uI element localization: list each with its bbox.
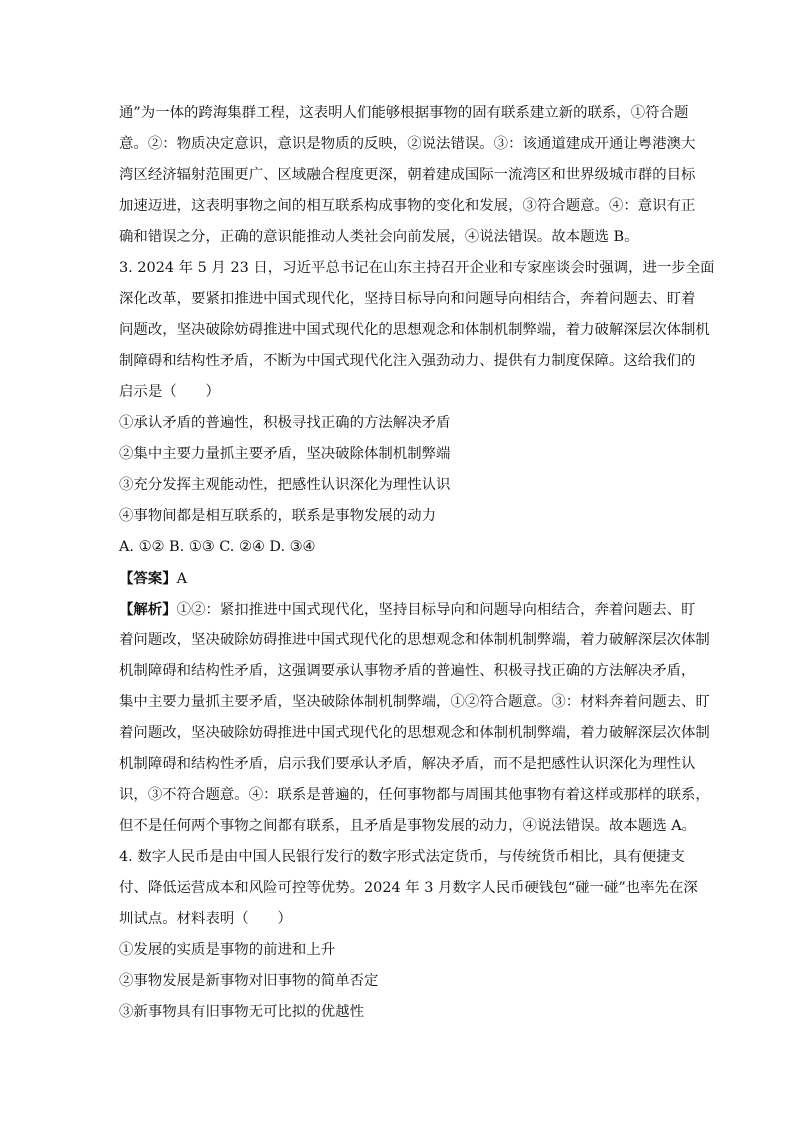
text-line: 3. 2024 年 5 月 23 日，习近平总书记在山东主持召开企业和专家座谈会时强调，进一步全面	[119, 260, 715, 276]
statement-option: ①承认矛盾的普遍性，积极寻找正确的方法解决矛盾	[119, 415, 451, 431]
statement-option: ①发展的实质是事物的前进和上升	[119, 942, 336, 958]
statement-option: ②集中主要力量抓主要矛盾，坚决破除体制机制弊端	[119, 446, 451, 462]
answer-label: 【答案】	[119, 570, 177, 587]
statement-option: ④事物间都是相互联系的，联系是事物发展的动力	[119, 508, 437, 524]
analysis-label: 【解析】	[119, 601, 177, 618]
q2-analysis-continuation	[119, 98, 696, 253]
page-content	[119, 98, 715, 1028]
statement-option: ③新事物具有旧事物无可比拟的优越性	[119, 1004, 364, 1020]
statement-options	[119, 935, 679, 1028]
text-line	[119, 594, 696, 625]
analysis	[119, 594, 710, 842]
text-line: 意。②：物质决定意识，意识是物质的反映，②说法错误。③：该通道建成开通让粤港澳大	[119, 136, 696, 152]
question-stem	[119, 253, 715, 408]
answer-line	[119, 563, 679, 594]
question-3	[119, 253, 715, 842]
statement-option: ②事物发展是新事物对旧事物的简单否定	[119, 973, 379, 989]
text-line: 通”为一体的跨海集群工程，这表明人们能够根据事物的固有联系建立新的联系，①符合题	[119, 105, 689, 121]
text-line: 机制障碍和结构性矛盾，这强调要承认事物矛盾的普遍性、积极寻找正确的方法解决矛盾，	[119, 663, 696, 679]
question-stem	[119, 842, 698, 935]
text-line: 制障碍和结构性矛盾，不断为中国式现代化注入强劲动力、提供有力制度保障。这给我们的	[119, 353, 696, 369]
answer-choices: A. ①② B. ①③ C. ②④ D. ③④	[119, 539, 316, 555]
text-line: 确和错误之分，正确的意识能推动人类社会向前发展，④说法错误。故本题选 B。	[119, 229, 639, 245]
text-line: 但不是任何两个事物之间都有联系，且矛盾是事物发展的动力，④说法错误。故本题选 A。	[119, 818, 697, 834]
text-line: 集中主要力量抓主要矛盾，坚决破除体制机制弊端，①②符合题意。③：材料奔着问题去、盯	[119, 694, 710, 710]
text-line: 着问题改，坚决破除妨碍推进中国式现代化的思想观念和体制机制弊端，着力破解深层次体制	[119, 725, 710, 741]
text-line: 启示是（ ）	[119, 384, 220, 400]
text-line: 深化改革，要紧扣推进中国式现代化，坚持目标导向和问题导向相结合，奔着问题去、盯着	[119, 291, 696, 307]
answer-value: A	[176, 571, 188, 587]
statement-options	[119, 408, 679, 532]
text-line: 加速迈进，这表明事物之间的相互联系构成事物的变化和发展，③符合题意。④：意识有正	[119, 198, 696, 214]
text-line: 湾区经济辐射范围更广、区域融合程度更深，朝着建成国际一流湾区和世界级城市群的目标	[119, 167, 696, 183]
text-line: 识，③不符合题意。④：联系是普遍的，任何事物都与周围其他事物有着这样或那样的联系，	[119, 787, 710, 803]
statement-option: ③充分发挥主观能动性，把感性认识深化为理性认识	[119, 477, 451, 493]
text-line: 4. 数字人民币是由中国人民银行发行的数字形式法定货币，与传统货币相比，具有便捷支	[119, 849, 685, 865]
text-line: 圳试点。材料表明（ ）	[119, 911, 292, 927]
analysis-text: ①②：紧扣推进中国式现代化，坚持目标导向和问题导向相结合，奔着问题去、盯	[176, 602, 696, 618]
text-line: 问题改，坚决破除妨碍推进中国式现代化的思想观念和体制机制弊端，着力破解深层次体制机	[119, 322, 710, 338]
text-line: 着问题改，坚决破除妨碍推进中国式现代化的思想观念和体制机制弊端，着力破解深层次体制	[119, 632, 710, 648]
text-line: 付、降低运营成本和风险可控等优势。2024 年 3 月数字人民币硬钱包“碰一碰”也率先在深	[119, 880, 698, 896]
text-line: 机制障碍和结构性矛盾，启示我们要承认矛盾，解决矛盾，而不是把感性认识深化为理性认	[119, 756, 696, 772]
question-4	[119, 842, 698, 1028]
